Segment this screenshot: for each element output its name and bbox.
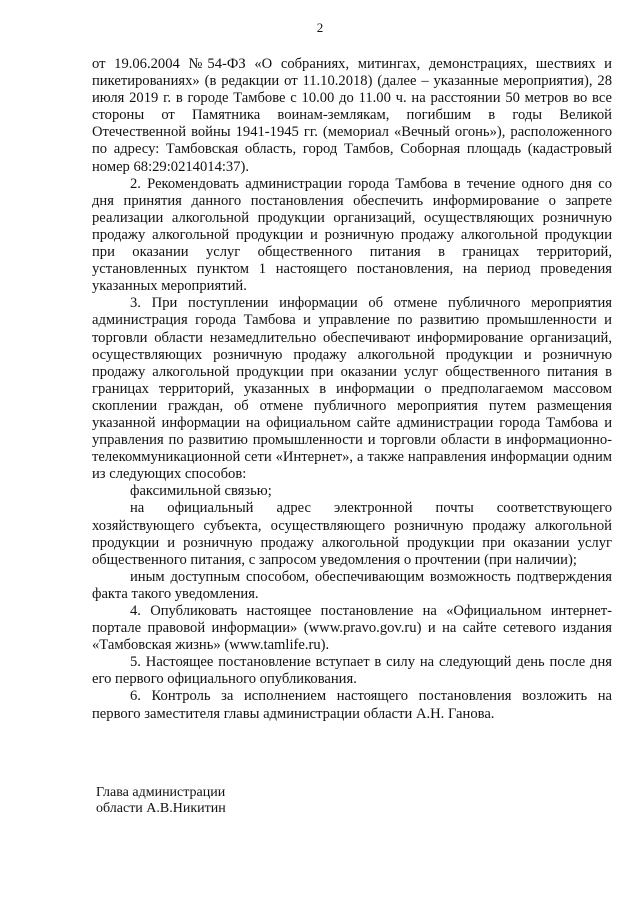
paragraph-1: от 19.06.2004 №54-ФЗ «О собраниях, митингах, демонстрациях, шествиях и пикетированиях» (в редакции от 11.10.2018) (далее – указанные мероприятия), 28 июля 2019 г. в городе Тамбове с 10.00 до 11.00 ч. на расстоянии 50 метров во все стороны от Памятника воинам-землякам, погибшим в годы Великой Отечественной войны 1941-1945 гг. (мемориал «Вечный огонь»), расположенного по адресу: Тамбовская область, город Тамбов, Соборная площадь (кадастровый номер 68:29:0214014:37).	[92, 56, 612, 175]
document-body	[92, 56, 612, 723]
signature-block	[96, 785, 226, 817]
page-number: 2	[316, 20, 324, 35]
paragraph-9: 6. Контроль за исполнением настоящего постановления возложить на первого заместителя главы администрации области А.Н. Ганова.	[92, 688, 612, 722]
paragraph-2: 2. Рекомендовать администрации города Тамбова в течение одного дня со дня принятия данного постановления обеспечить информирование о запрете реализации алкогольной продукции организаций, осуществляющих розничную продажу алкогольной продукции и розничную продажу алкогольной продукции при оказании услуг общественного питания в границах территорий, установленных пунктом 1 настоящего постановления, на период проведения указанных мероприятий.	[92, 175, 612, 295]
signature-title: Глава администрации	[96, 785, 226, 800]
paragraph-5: на официальный адрес электронной почты соответствующего хозяйствующего субъекта, осуществляющего розничную продажу алкогольной продукции и розничную продажу алкогольной продукции при оказании услуг общественного питания, с запросом уведомления о прочтении (при наличии);	[92, 500, 612, 568]
paragraph-7: 4. Опубликовать настоящее постановление на «Официальном интернет-портале правовой информации» (www.pravo.gov.ru) и на сайте сетевого издания «Тамбовская жизнь» (www.tamlife.ru).	[92, 603, 612, 654]
paragraph-8: 5. Настоящее постановление вступает в силу на следующий день после дня его первого официального опубликования.	[92, 654, 612, 688]
paragraph-6: иным доступным способом, обеспечивающим возможность подтверждения факта такого уведомления.	[92, 568, 612, 602]
paragraph-3: 3. При поступлении информации об отмене публичного мероприятия администрация города Тамбова и управление по развитию промышленности и торговли области незамедлительно обеспечивают информирование организаций, осуществляющих розничную продажу алкогольной продукции и розничную продажу алкогольной продукции при оказании услуг общественного питания в границах территорий, указанных в информации о предполагаемом массовом скоплении граждан, об отмене публичного мероприятия путем размещения указанной информации на официальном сайте администрации города Тамбова и управления по развитию промышленности и торговли области в информационно-телекоммуникационной сети «Интернет», а также направления информации одним из следующих способов:	[92, 295, 612, 483]
paragraph-4: факсимильной связью;	[130, 483, 272, 500]
signature-name: области А.В.Никитин	[96, 801, 226, 816]
